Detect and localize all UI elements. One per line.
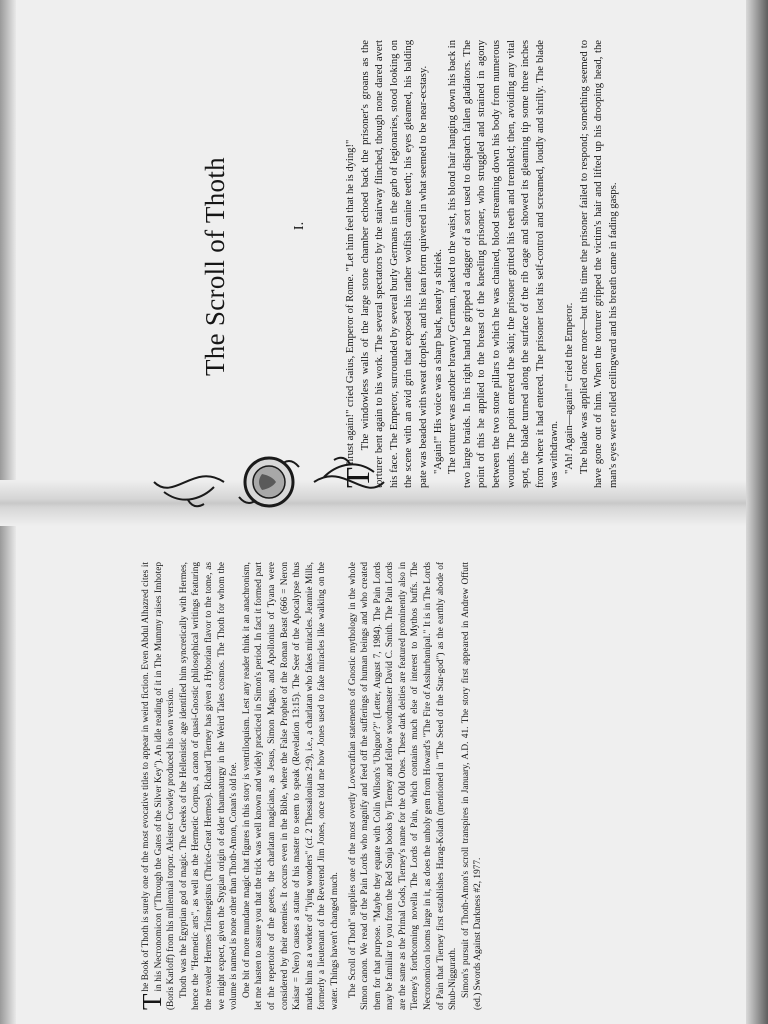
- story-paragraph: The torturer was another brawny German, naked to the waist, his blond hair hanging down his back in two large braids. In his right hand he gripped a dagger of a sort used to dispatch fallen gladiators. The point of this he applied to the breast of the kneeling prisoner, who struggled and strained in agony between the two stone pillars to which he was chained, blood streaming down his body from numerous wounds. The point entered the skin; the prisoner gritted his teeth and trembled; then, avoiding any vital spot, the blade turned along the surface of the rib cage and showed its gleaming tip some three inches from where it had entered. The prisoner lost his self-control and screamed, loudly and shrilly. The blade was withdrawn.: [447, 40, 561, 488]
- intro-page: [137, 562, 620, 1010]
- story-paragraph: "Ah! Again—again!" cried the Emperor.: [563, 302, 575, 474]
- story-paragraph: The blade was applied once more—but this time the prisoner failed to respond; something seemed to have gone out of him. When the torturer gripped the victim's hair and lifted up his drooping head, the man's eyes were rolled ceilingward and his breath came in fading gasps.: [578, 40, 619, 488]
- intro-paragraph: Thoth was the Egyptian god of magic. The Greeks of the Hellenistic age identified him syncretically with Hermes, hence the "Hermetic arts", as well as the Hermetic Corpus, a canon of quasi-Gnostic philosophical writings featuring the revealer Hermes Trismegistus (Thrice-Great Hermes). Richard Tierney has given a Hyborian flavor to the tome, as we might expect, given the Stygian origin of elder thaumaturgy in the Weird Tales cosmos. The Thoth for whom the volume is named is none other than Thoth-Amon, Conan's old foe.: [178, 562, 240, 1010]
- intro-paragraph: The Scroll of Thoth" supplies one of the most overtly Lovecraftian statements of Gnostic mythology in the whole Simon canon. We read of the Pain Lords who magnify and feed off the sufferings of human beings and who created them for that purpose. "Maybe they equate with Colin Wilson's 'Ubiguor'?" (Letter, August 7, 1984). The Pain Lords may be familiar to you from the Red Sonja books by Tierney and fellow swordmaster David C. Smith. The Pain Lords are the same as the Primal Gods, Tierney's name for the Old Ones. These dark deities are featured prominently also in Tierney's forthcoming novella The Lords of Pain, which contains much else of interest to Mythos buffs. The Necronomicon looms large in it, as does the unholy gem from Howard's "The Fire of Asshurbanipal." It is in The Lords of Pain that Tierney first establishes Harag-Kolath (mentioned in "The Seed of the Star-god") as the earthly abode of Shub-Niggurath.: [347, 562, 459, 1010]
- drop-cap: T: [340, 467, 377, 488]
- intro-paragraph: T he Book of Thoth is surely one of the most evocative titles to appear in weird fiction. Even Abdul Alhazred cites it in his Necronomicon ("Through the Gates of the Silver Key"). An idle reading of it in The Mummy raises Imhotep (Boris Karloff) from his millennial torpor. Aleister Crowley produced his own version.: [137, 562, 177, 1010]
- story-body: [340, 40, 621, 488]
- intro-paragraph: One bit of more mundane magic that figures in this story is ventriloquism. Lest any reader think it an anachronism, let me hasten to assure you that the trick was well known and widely practiced in Simon's period. In fact it formed part of the repertoire of the goetes, the charlatan magicians, as Jesus, Simon Magus, and Apollonius of Tyana were considered by their enemies. It occurs even in the Bible, where the False Prophet of the Roman Beast (666 = Neron Kaisar = Nero) causes a statue of his master to seem to speak (Revelation 13:15). The Seer of the Apocalypse thus marks him as a worker of "lying wonders" (cf. 2 Thessalonians 2:9), i.e., a charlatan who fakes miracles. Jeannie Mills, formerly a lieutenant of the Reverend Jim Jones, once told me how Jones used to fake miracles like walking on the water. Things haven't changed much.: [241, 562, 340, 1010]
- story-paragraph: "Again!" His voice was a sharp bark, nearly a shriek.: [432, 249, 444, 474]
- story-paragraph: The windowless walls of the large stone chamber echoed back the prisoner's groans as the torturer bent again to his work. The several spectators by the stairway flinched, though none dared avert his face. The Emperor, surrounded by several burly Germans in the garb of legionaries, stood looking on the scene with an avid grin that exposed his rather wolfish canine teeth; his eyes gleamed, his balding pate was beaded with sweat droplets, and his lean form quivered in what seemed to be near-ecstasy.: [359, 40, 429, 488]
- drop-cap: T: [137, 993, 167, 1010]
- intro-body: [137, 562, 485, 1010]
- chapter-number: I.: [292, 221, 307, 231]
- story-paragraph: T hrust again!" cried Gaius, Emperor of Rome. "Let him feel that he is dying!": [340, 139, 377, 488]
- story-page: [60, 40, 740, 488]
- story-title: The Scroll of Thoth: [200, 157, 230, 376]
- intro-paragraph: Simon's pursuit of Thoth-Amon's scroll transpires in January, A.D. 41. The story first appeared in Andrew Offutt (ed.) Swords Against Darkness #2, 1977.: [460, 562, 484, 1010]
